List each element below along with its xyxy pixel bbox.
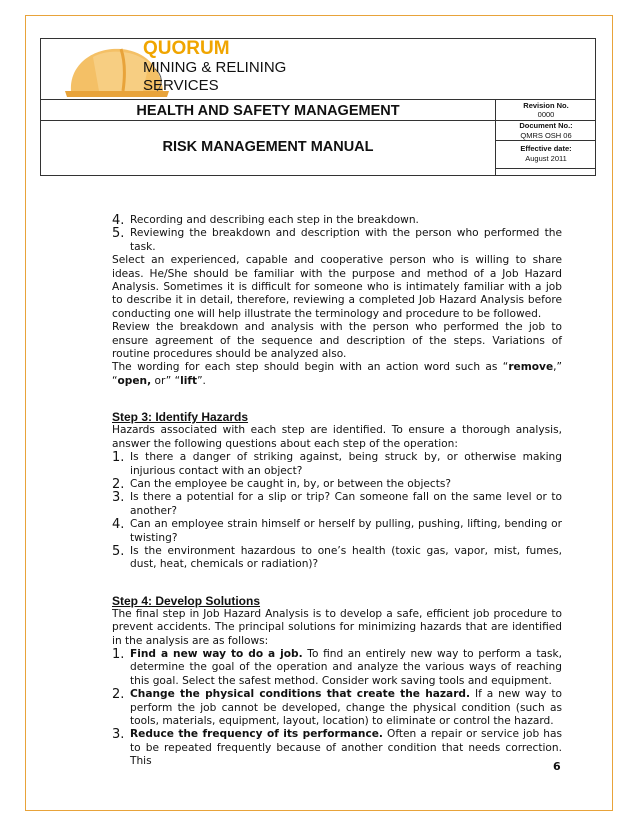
list-item — [112, 728, 562, 768]
solution-text: If a new way to perform the job cannot be developed, change the physical condition (such as tools, materials, equipment, layout, location) to eliminate or control the hazard. — [130, 688, 562, 727]
list-number: 2. — [112, 687, 125, 703]
list-number: 5. — [112, 226, 125, 242]
list-item — [112, 451, 562, 478]
list-text — [130, 648, 562, 688]
list-item — [112, 648, 562, 688]
text-run: ,” “ — [112, 361, 562, 387]
section-title-row — [41, 99, 595, 121]
solution-text: Often a repair or service job has to be repeated frequently because of another condition that needs correction. This — [130, 728, 562, 768]
list-number: 5. — [112, 543, 125, 559]
list-text — [130, 728, 562, 768]
step3-heading: Step 3: Identify Hazards — [112, 410, 249, 425]
list-text: Recording and describing each step in the breakdown. — [130, 214, 419, 226]
document-value: QMRS OSH 06 — [520, 131, 572, 140]
company-line-2: MINING & RELINING — [143, 59, 287, 76]
list-number: 4. — [112, 213, 125, 228]
manual-title: RISK MANAGEMENT MANUAL — [162, 139, 374, 155]
keyword-open: open, — [117, 374, 152, 387]
paragraph-select-person: Select an experienced, capable and cooperative person who is willing to share ideas. He/She should be familiar with the purpose and method of a Job Hazard Analysis. Sometimes it is difficult for someone who is intimately familiar with a job to describe it in detail, therefore, reviewing a completed Job Hazard Analysis before conducting one will help illustrate the terminology and procedure to be followed. — [112, 254, 562, 320]
list-number: 1. — [112, 450, 125, 466]
paragraph-review: Review the breakdown and analysis with the person who performed the job to ensure agreement of the sequence and description of the steps. Variations of routine procedures should be analyzed also. — [112, 321, 562, 361]
step4-intro: The final step in Job Hazard Analysis is to develop a safe, efficient job procedure to prevent accidents. The principal solutions for minimizing hazards that are identified in the analysis are as follows: — [112, 607, 562, 647]
list-item — [112, 545, 562, 572]
company-line-3: SERVICES — [143, 77, 219, 94]
paragraph-wording — [112, 361, 562, 388]
list-text: Can an employee strain himself or herself by pulling, pushing, lifting, bending or twisting? — [130, 518, 562, 544]
effective-value: August 2011 — [525, 154, 567, 163]
list-text: Is there a potential for a slip or trip? Can someone fall on the same level or to another? — [130, 491, 562, 517]
document-meta — [495, 119, 596, 175]
list-item — [112, 214, 562, 227]
company-name: QUORUM — [143, 38, 230, 59]
effective-label: Effective date: — [520, 144, 572, 153]
list-text: Is there a danger of striking against, being struck by, or otherwise making injurious contact with an object? — [130, 451, 562, 477]
list-item — [112, 478, 562, 491]
list-number: 3. — [112, 490, 125, 506]
text-run: ”. — [197, 374, 206, 387]
keyword-lift: lift — [180, 374, 198, 387]
revision-cell — [495, 100, 596, 120]
document-header — [40, 38, 596, 176]
step4-heading: Step 4: Develop Solutions — [112, 593, 261, 608]
list-number: 1. — [112, 646, 125, 662]
solution-title: Find a new way to do a job. — [130, 647, 303, 660]
logo-row — [41, 39, 595, 99]
section-title: HEALTH AND SAFETY MANAGEMENT — [136, 103, 400, 119]
document-label: Document No.: — [519, 121, 573, 130]
page-content — [112, 214, 562, 769]
solution-title: Reduce the frequency of its performance. — [130, 728, 383, 741]
effective-date-cell — [496, 141, 596, 169]
list-item — [112, 491, 562, 518]
keyword-remove: remove — [508, 361, 554, 374]
list-item — [112, 227, 562, 254]
solution-title: Change the physical conditions that create the hazard. — [130, 688, 471, 701]
revision-label: Revision No. — [523, 101, 569, 110]
revision-value: 0000 — [537, 110, 555, 119]
company-brand — [143, 39, 286, 95]
list-item — [112, 518, 562, 545]
text-run: The wording for each step should begin with an action word such as “ — [112, 361, 509, 374]
list-number: 3. — [112, 727, 125, 743]
list-item — [112, 688, 562, 728]
list-text: Can the employee be caught in, by, or between the objects? — [130, 477, 452, 490]
list-number: 2. — [112, 476, 125, 492]
list-text — [130, 688, 562, 728]
solution-text: To find an entirely new way to perform a task, determine the goal of the operation and analyze the various ways of reaching this goal. Select the safest method. Consider work saving tools and equipment. — [130, 647, 562, 687]
step3-intro: Hazards associated with each step are identified. To ensure a thorough analysis, answer the following questions about each step of the operation: — [112, 424, 562, 450]
page-number: 6 — [553, 760, 561, 773]
list-text: Is the environment hazardous to one’s health (toxic gas, vapor, mist, fumes, dust, heat, chemicals or radiation)? — [130, 544, 562, 571]
list-text: Reviewing the breakdown and description with the person who performed the task. — [130, 227, 562, 253]
document-number-cell — [496, 119, 596, 141]
text-run: or” “ — [151, 374, 181, 387]
list-number: 4. — [112, 517, 125, 533]
